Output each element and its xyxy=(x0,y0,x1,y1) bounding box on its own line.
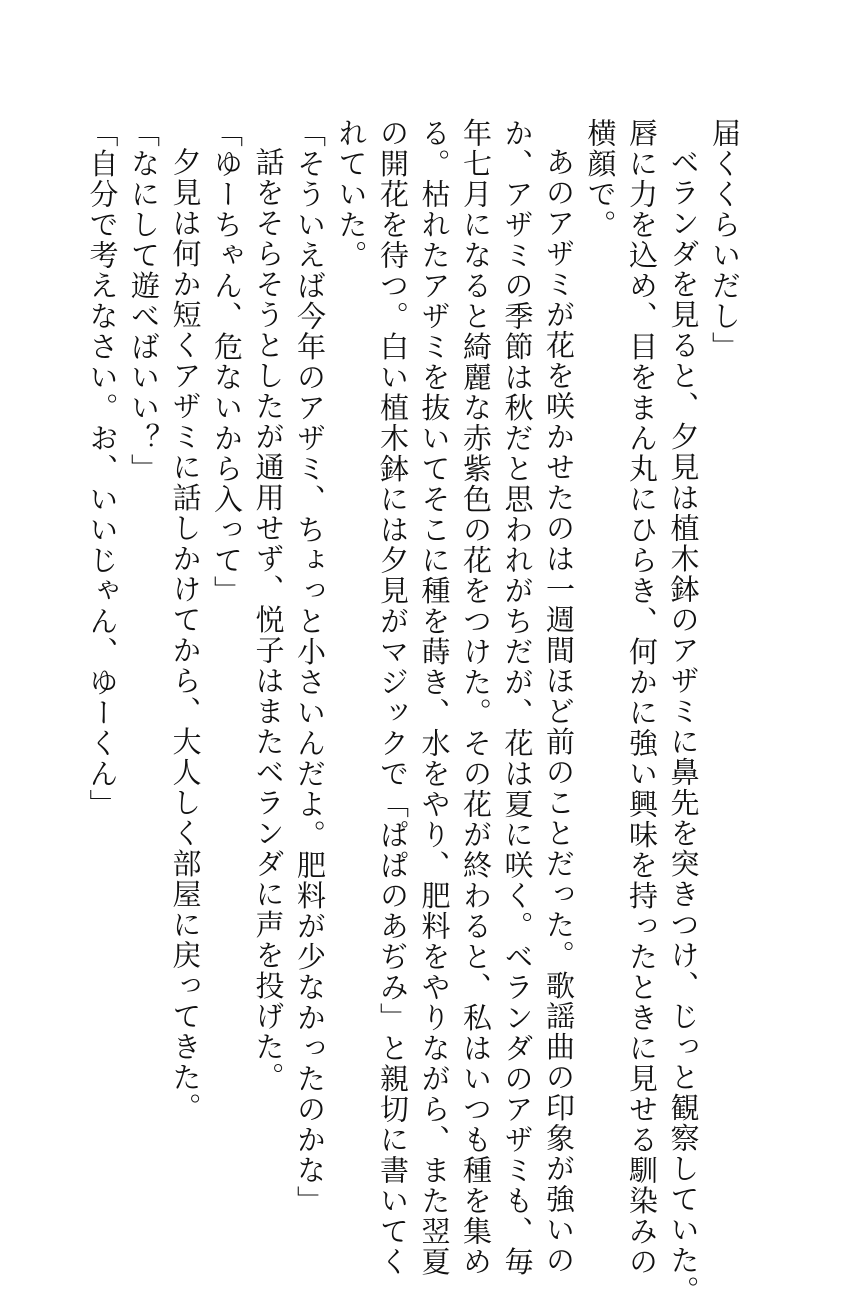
text-line: の開花を待つ。白い植木鉢には夕見がマジックで「ぱぱのあぢみ」と親切に書いてく xyxy=(376,118,410,1277)
text-line: 唇に力を込め、目をまん丸にひらき、何かに強い興味を持ったときに見せる馴染みの xyxy=(625,118,659,1277)
text-line: 年七月になると綺麗な赤紫色の花をつけた。その花が終わると、私はいつも種を集め xyxy=(459,118,493,1277)
text-line: か、アザミの季節は秋だと思われがちだが、花は夏に咲く。ベランダのアザミも、毎 xyxy=(500,118,535,1277)
text-line: 「なにして遊べばいい？」 xyxy=(127,118,161,484)
text-line: 夕見は何か短くアザミに話しかけてから、大人しく部屋に戻ってきた。 xyxy=(168,147,203,1123)
text-line: れていた。 xyxy=(334,118,369,271)
text-line: ベランダを見ると、夕見は植木鉢のアザミに鼻先を突きつけ、じっと観察していた。 xyxy=(666,147,701,1306)
text-line: あのアザミが花を咲かせたのは一週間ほど前のことだった。歌謡曲の印象が強いの xyxy=(542,147,576,1276)
text-line: 横顔で。 xyxy=(583,118,618,240)
vertical-text-body xyxy=(85,118,745,1306)
text-line: 「ゆーちゃん、危ないから入って」 xyxy=(210,118,244,606)
text-line: 届くくらいだし」 xyxy=(708,118,742,362)
text-line: 「そういえば今年のアザミ、ちょっと小さいんだよ。肥料が少なかったのかな」 xyxy=(293,118,327,1216)
text-line: る。枯れたアザミを抜いてそこに種を蒔き、水をやり、肥料をやりながら、また翌夏 xyxy=(417,118,452,1277)
text-line: 話をそらそうとしたが通用せず、悦子はまたベランダに声を投げた。 xyxy=(251,147,286,1093)
text-line: 「自分で考えなさい。お、いいじゃん、ゆーくん」 xyxy=(85,118,120,820)
